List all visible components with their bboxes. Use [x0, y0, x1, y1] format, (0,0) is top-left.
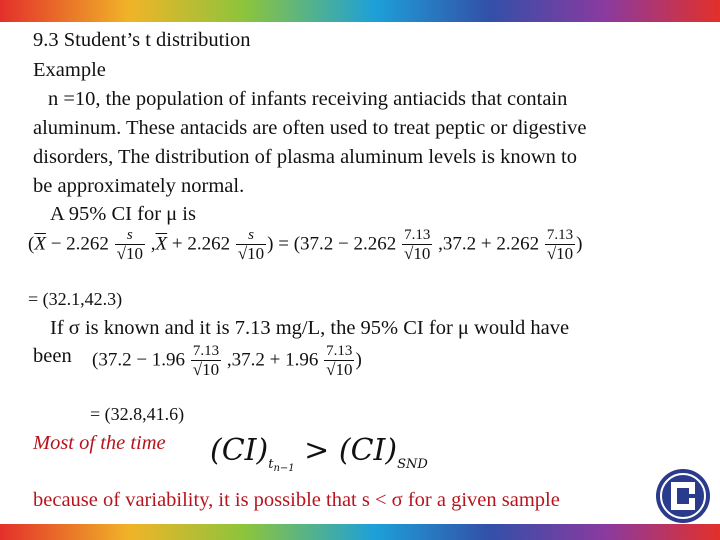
eq2-fraction-713-2: $\frac{7.13}{√10}$ — [326, 343, 353, 379]
most-of-time-label: Most of the time — [33, 432, 166, 454]
slide-title: 9.3 Student’s t distribution — [33, 29, 251, 51]
ci-equation-t — [28, 228, 583, 263]
paragraph-line-2: aluminum. These antacids are often used to treat peptic or digestive — [33, 117, 587, 139]
eq2-denominator-n: 10 — [202, 359, 220, 379]
paragraph-line-1: n =10, the population of infants receiving antiacids that contain — [48, 88, 568, 110]
eq1-xbar-2: $\overline{X}$ — [155, 233, 168, 255]
eq1-fraction-s-2: $\frac{s}{√10}$ — [237, 227, 265, 263]
ci-sub-snd: SND — [397, 457, 428, 472]
eq2-open: (37.2 − 1.96 — [92, 349, 186, 371]
eq1-mid: ,37.2 + 2.262 — [433, 233, 540, 255]
eq1-xbar: $\overline{X}$ — [34, 233, 46, 255]
ci-comparison — [210, 433, 428, 474]
result-t-interval: = (32.1,42.3) — [28, 289, 123, 309]
eq1-numerator-s-2: s — [248, 227, 254, 243]
ci-intro-text: A 95% CI for μ is — [50, 203, 196, 225]
eq1-denominator-n-2: 10 — [247, 243, 265, 263]
eq1-denominator-n: 10 — [126, 243, 143, 263]
eq1-denominator-n-3: 10 — [413, 243, 431, 263]
paragraph-line-4: be approximately normal. — [33, 175, 245, 197]
paragraph2-line-2: been — [33, 345, 72, 367]
eq1-fraction-713-2: $\frac{7.13}{√10}$ — [546, 227, 574, 263]
eq1-comma: , — [146, 233, 156, 255]
paragraph-line-3: disorders, The distribution of plasma aluminum levels is known to — [33, 146, 577, 168]
eq1-close: ) — [576, 233, 583, 255]
ci-sub-t: t — [268, 457, 274, 472]
example-heading: Example — [33, 59, 106, 81]
eq1-equals: ) = (37.2 − 2.262 — [267, 233, 397, 255]
university-seal-icon — [655, 468, 711, 524]
eq2-fraction-713: $\frac{7.13}{√10}$ — [192, 343, 220, 379]
conclusion-text: because of variability, it is possible that s < σ for a given sample — [33, 489, 560, 511]
eq1-fraction-s: $\frac{s}{√10}$ — [116, 227, 143, 263]
bottom-gradient-bar — [0, 524, 720, 540]
eq1-numerator-s: s — [126, 227, 133, 243]
eq1-minus-t: − 2.262 — [45, 233, 109, 255]
eq2-numerator-713: 7.13 — [192, 343, 220, 359]
eq2-close: ) — [355, 349, 362, 371]
ci-right: (CI) — [338, 433, 398, 468]
ci-greater-than: > — [294, 433, 339, 468]
paragraph2-line-1: If σ is known and it is 7.13 mg/L, the 95% CI for μ would have — [50, 317, 570, 339]
eq1-numerator-713: 7.13 — [404, 227, 431, 243]
eq2-denominator-n-2: 10 — [335, 359, 353, 379]
eq2-numerator-713-2: 7.13 — [326, 343, 353, 359]
eq1-denominator-n-4: 10 — [556, 243, 574, 263]
eq1-numerator-713-2: 7.13 — [546, 227, 574, 243]
top-gradient-bar — [0, 0, 720, 22]
ci-sub-n: n−1 — [273, 463, 295, 474]
eq1-fraction-713: $\frac{7.13}{√10}$ — [404, 227, 431, 263]
ci-equation-z — [92, 344, 362, 379]
eq1-open: ( — [28, 233, 35, 255]
result-z-interval: = (32.8,41.6) — [90, 404, 185, 424]
eq2-mid: ,37.2 + 1.96 — [222, 349, 319, 371]
eq1-plus-t: + 2.262 — [167, 233, 231, 255]
ci-left: (CI) — [210, 433, 269, 468]
